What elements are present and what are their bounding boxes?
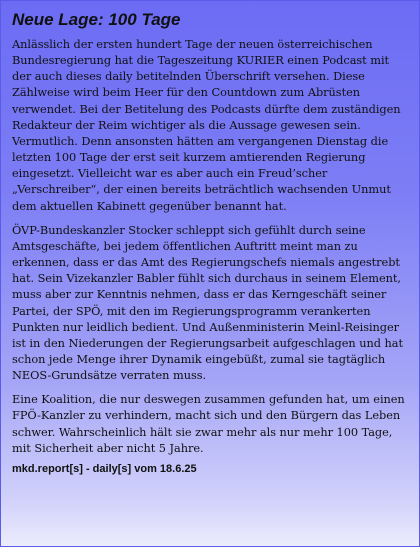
article-paragraph-1: Anlässlich der ersten hundert Tage der neuen österreichischen Bundesregierung hat die Tageszeitung KURIER einen Podcast mit der auch dieses daily betitelnden Überschrift versehen. Diese Zählweise wird beim Heer für den Countdown zum Abrüsten verwendet. Bei der Betitelung des Podcasts dürfte dem zuständigen Redakteur der Reim wichtiger als die Aussage gewesen sein. Vermutlich. Denn ansonsten hätten am vergangenen Dienstag die letzten 100 Tage der erst seit kurzem amtierenden Regierung eingesetzt. Vielleicht war es aber auch ein Freud’scher „Verschreiber“, der einen bereits beträchtlich wachsenden Unmut dem aktuellen Kabinett gegenüber benannt hat. — [12, 37, 401, 213]
article-footer: mkd.report[s] - daily[s] vom 18.6.25 — [12, 462, 197, 475]
article-paragraph-2: ÖVP-Bundeskanzler Stocker schleppt sich gefühlt durch seine Amtsgeschäfte, bei jedem öffentlichen Auftritt meint man zu erkennen, dass er das Amt des Regierungschefs niemals angestrebt hat. Sein Vizekanzler Babler fühlt sich durchaus in seinem Element, muss aber zur Kenntnis nehmen, dass er das Kerngeschäft seiner Partei, der SPÖ, mit den im Regierungsprogramm verankerten Punkten nur leidlich bedient. Und Außenministerin Meinl-Reisinger ist in den Niederungen der Regierungsarbeit aufgeschlagen und hat schon jede Menge ihrer Dynamik eingebüßt, zumal sie tagtäglich NEOS-Grundsätze verraten muss. — [12, 222, 403, 383]
article-paragraph-3: Eine Koalition, die nur deswegen zusammen gefunden hat, um einen FPÖ-Kanzler zu verhindern, macht sich und den Bürgern das Leben schwer. Wahrscheinlich hält sie zwar mehr als nur mehr 100 Tage, mit Sicherheit aber nicht 5 Jahre. — [12, 392, 405, 455]
article-title: Neue Lage: 100 Tage — [12, 10, 181, 29]
